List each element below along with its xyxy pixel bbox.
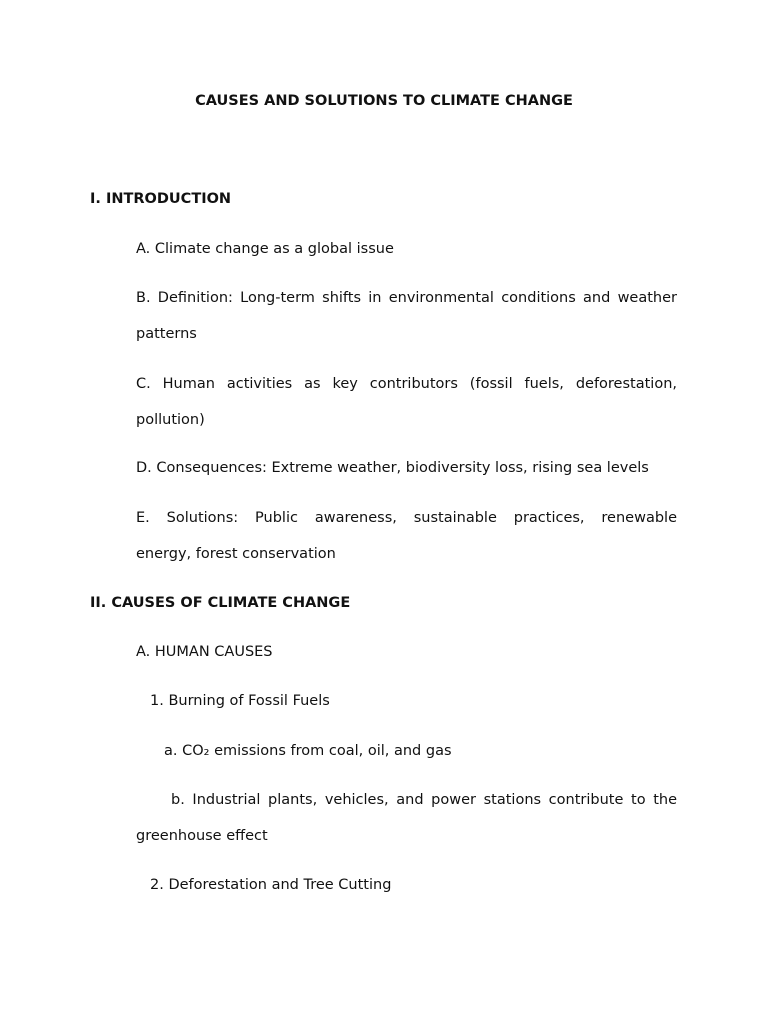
causes-item-1b-line2: greenhouse effect [136,828,268,844]
intro-item-e-line2: energy, forest conservation [136,546,336,562]
intro-item-d: D. Consequences: Extreme weather, biodiversity loss, rising sea levels [136,460,649,476]
intro-item-a: A. Climate change as a global issue [136,241,394,257]
section-heading-causes: II. CAUSES OF CLIMATE CHANGE [90,595,351,611]
intro-item-b-line1: B. Definition: Long-term shifts in environmental conditions and weather [136,290,677,306]
causes-item-1a: a. CO₂ emissions from coal, oil, and gas [164,743,452,759]
section-heading-introduction: I. INTRODUCTION [90,191,232,207]
causes-item-a: A. HUMAN CAUSES [136,644,273,660]
intro-item-b-line2: patterns [136,326,197,342]
causes-item-1: 1. Burning of Fossil Fuels [150,693,330,709]
intro-item-e-line1: E. Solutions: Public awareness, sustainable practices, renewable [136,510,677,526]
document-title: CAUSES AND SOLUTIONS TO CLIMATE CHANGE [195,93,573,109]
intro-item-c-line2: pollution) [136,412,205,428]
causes-item-2: 2. Deforestation and Tree Cutting [150,877,392,893]
causes-item-1b-line1: b. Industrial plants, vehicles, and power stations contribute to the [171,792,677,808]
intro-item-c-line1: C. Human activities as key contributors (fossil fuels, deforestation, [136,376,677,392]
